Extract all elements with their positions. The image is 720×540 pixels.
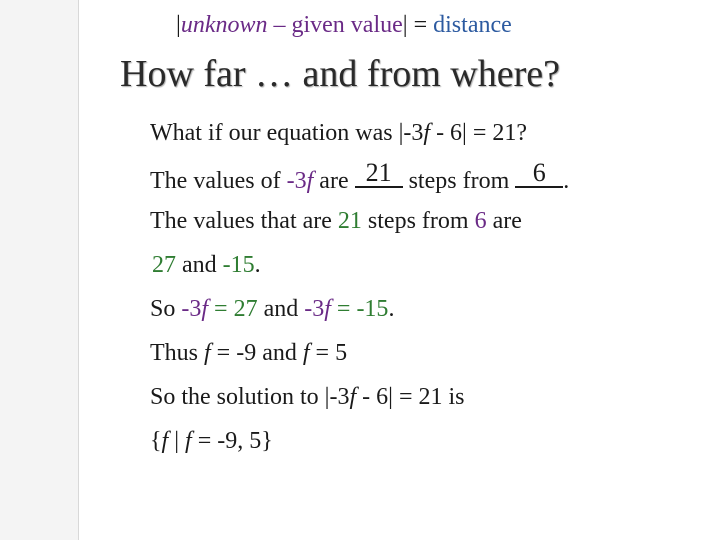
- solution-set: [150, 428, 273, 455]
- set-var-2: f: [185, 428, 192, 454]
- bullet-6: [130, 384, 465, 411]
- bullet-4-var-b: f: [324, 296, 331, 322]
- bullet-5-text-c: = 5: [309, 340, 348, 366]
- bullet-2: [130, 158, 570, 195]
- bullet-3-text-b: steps from: [361, 208, 475, 234]
- bullet-4-coef-a: -3: [181, 296, 202, 322]
- blank-origin: [515, 158, 563, 188]
- bullet-2-text-a: The values of: [150, 168, 287, 194]
- left-decorative-band: [0, 0, 78, 540]
- value-neg-15: -15: [222, 252, 255, 278]
- period: .: [254, 252, 261, 278]
- bullet-4-and: and: [257, 296, 305, 322]
- set-values: = -9, 5}: [191, 428, 273, 454]
- value-27: 27: [152, 252, 176, 278]
- header-equals: =: [407, 12, 434, 38]
- bullet-4-eq-a: = 27: [208, 296, 258, 322]
- bullet-6-text-a: So the solution to |-3: [150, 384, 350, 410]
- bullet-4: [130, 296, 394, 323]
- set-var-1: f: [161, 428, 169, 454]
- bullet-1-text-b: - 6| = 21?: [430, 120, 528, 146]
- bullet-2-expr-num: -3: [286, 168, 307, 194]
- blank-distance: [355, 158, 403, 188]
- bullet-2-period: .: [563, 168, 570, 194]
- and-text: and: [176, 252, 223, 278]
- bullet-3: [130, 208, 522, 235]
- bullet-1-var: f: [423, 120, 431, 146]
- header-bar-open: |: [176, 12, 181, 38]
- bullet-4-period: .: [388, 296, 395, 322]
- header-unknown: unknown: [180, 12, 268, 38]
- bullet-1-text-a: What if our equation was |-3: [150, 120, 424, 146]
- bullet-6-var: f: [349, 384, 357, 410]
- bullet-2-expr-var: f: [306, 168, 314, 194]
- set-bar: |: [168, 428, 186, 454]
- bullet-2-text-b: are: [313, 168, 355, 194]
- bullet-6-text-b: - 6| = 21 is: [356, 384, 465, 410]
- blank-origin-value: 6: [532, 158, 546, 187]
- bullet-2-text-c: steps from: [402, 168, 516, 194]
- bullet-4-eq-b: = -15: [330, 296, 389, 322]
- left-divider: [78, 0, 79, 540]
- bullet-5: [130, 340, 347, 367]
- bullet-3-text-a: The values that are: [150, 208, 338, 234]
- bullet-3-num-21: 21: [337, 208, 362, 234]
- bullet-4-coef-b: -3: [304, 296, 325, 322]
- set-open: {: [150, 428, 162, 454]
- bullet-3-num-6: 6: [474, 208, 487, 234]
- blank-distance-value: 21: [365, 158, 392, 187]
- bullet-4-text-a: So: [150, 296, 182, 322]
- slide-header: [176, 12, 512, 39]
- header-distance: distance: [433, 12, 512, 38]
- bullet-3-continuation: [152, 252, 261, 279]
- bullet-5-text-b: = -9 and: [210, 340, 303, 366]
- bullet-1: [130, 120, 527, 147]
- bullet-5-text-a: Thus: [150, 340, 204, 366]
- bullet-4-var-a: f: [201, 296, 209, 322]
- bullet-3-text-c: are: [486, 208, 522, 234]
- header-bar-close: |: [402, 12, 408, 38]
- bullet-5-var-2: f: [302, 340, 310, 366]
- header-given-value: – given value: [267, 12, 403, 38]
- slide-title: How far … and from where?: [120, 53, 560, 95]
- bullet-5-var-1: f: [204, 340, 211, 366]
